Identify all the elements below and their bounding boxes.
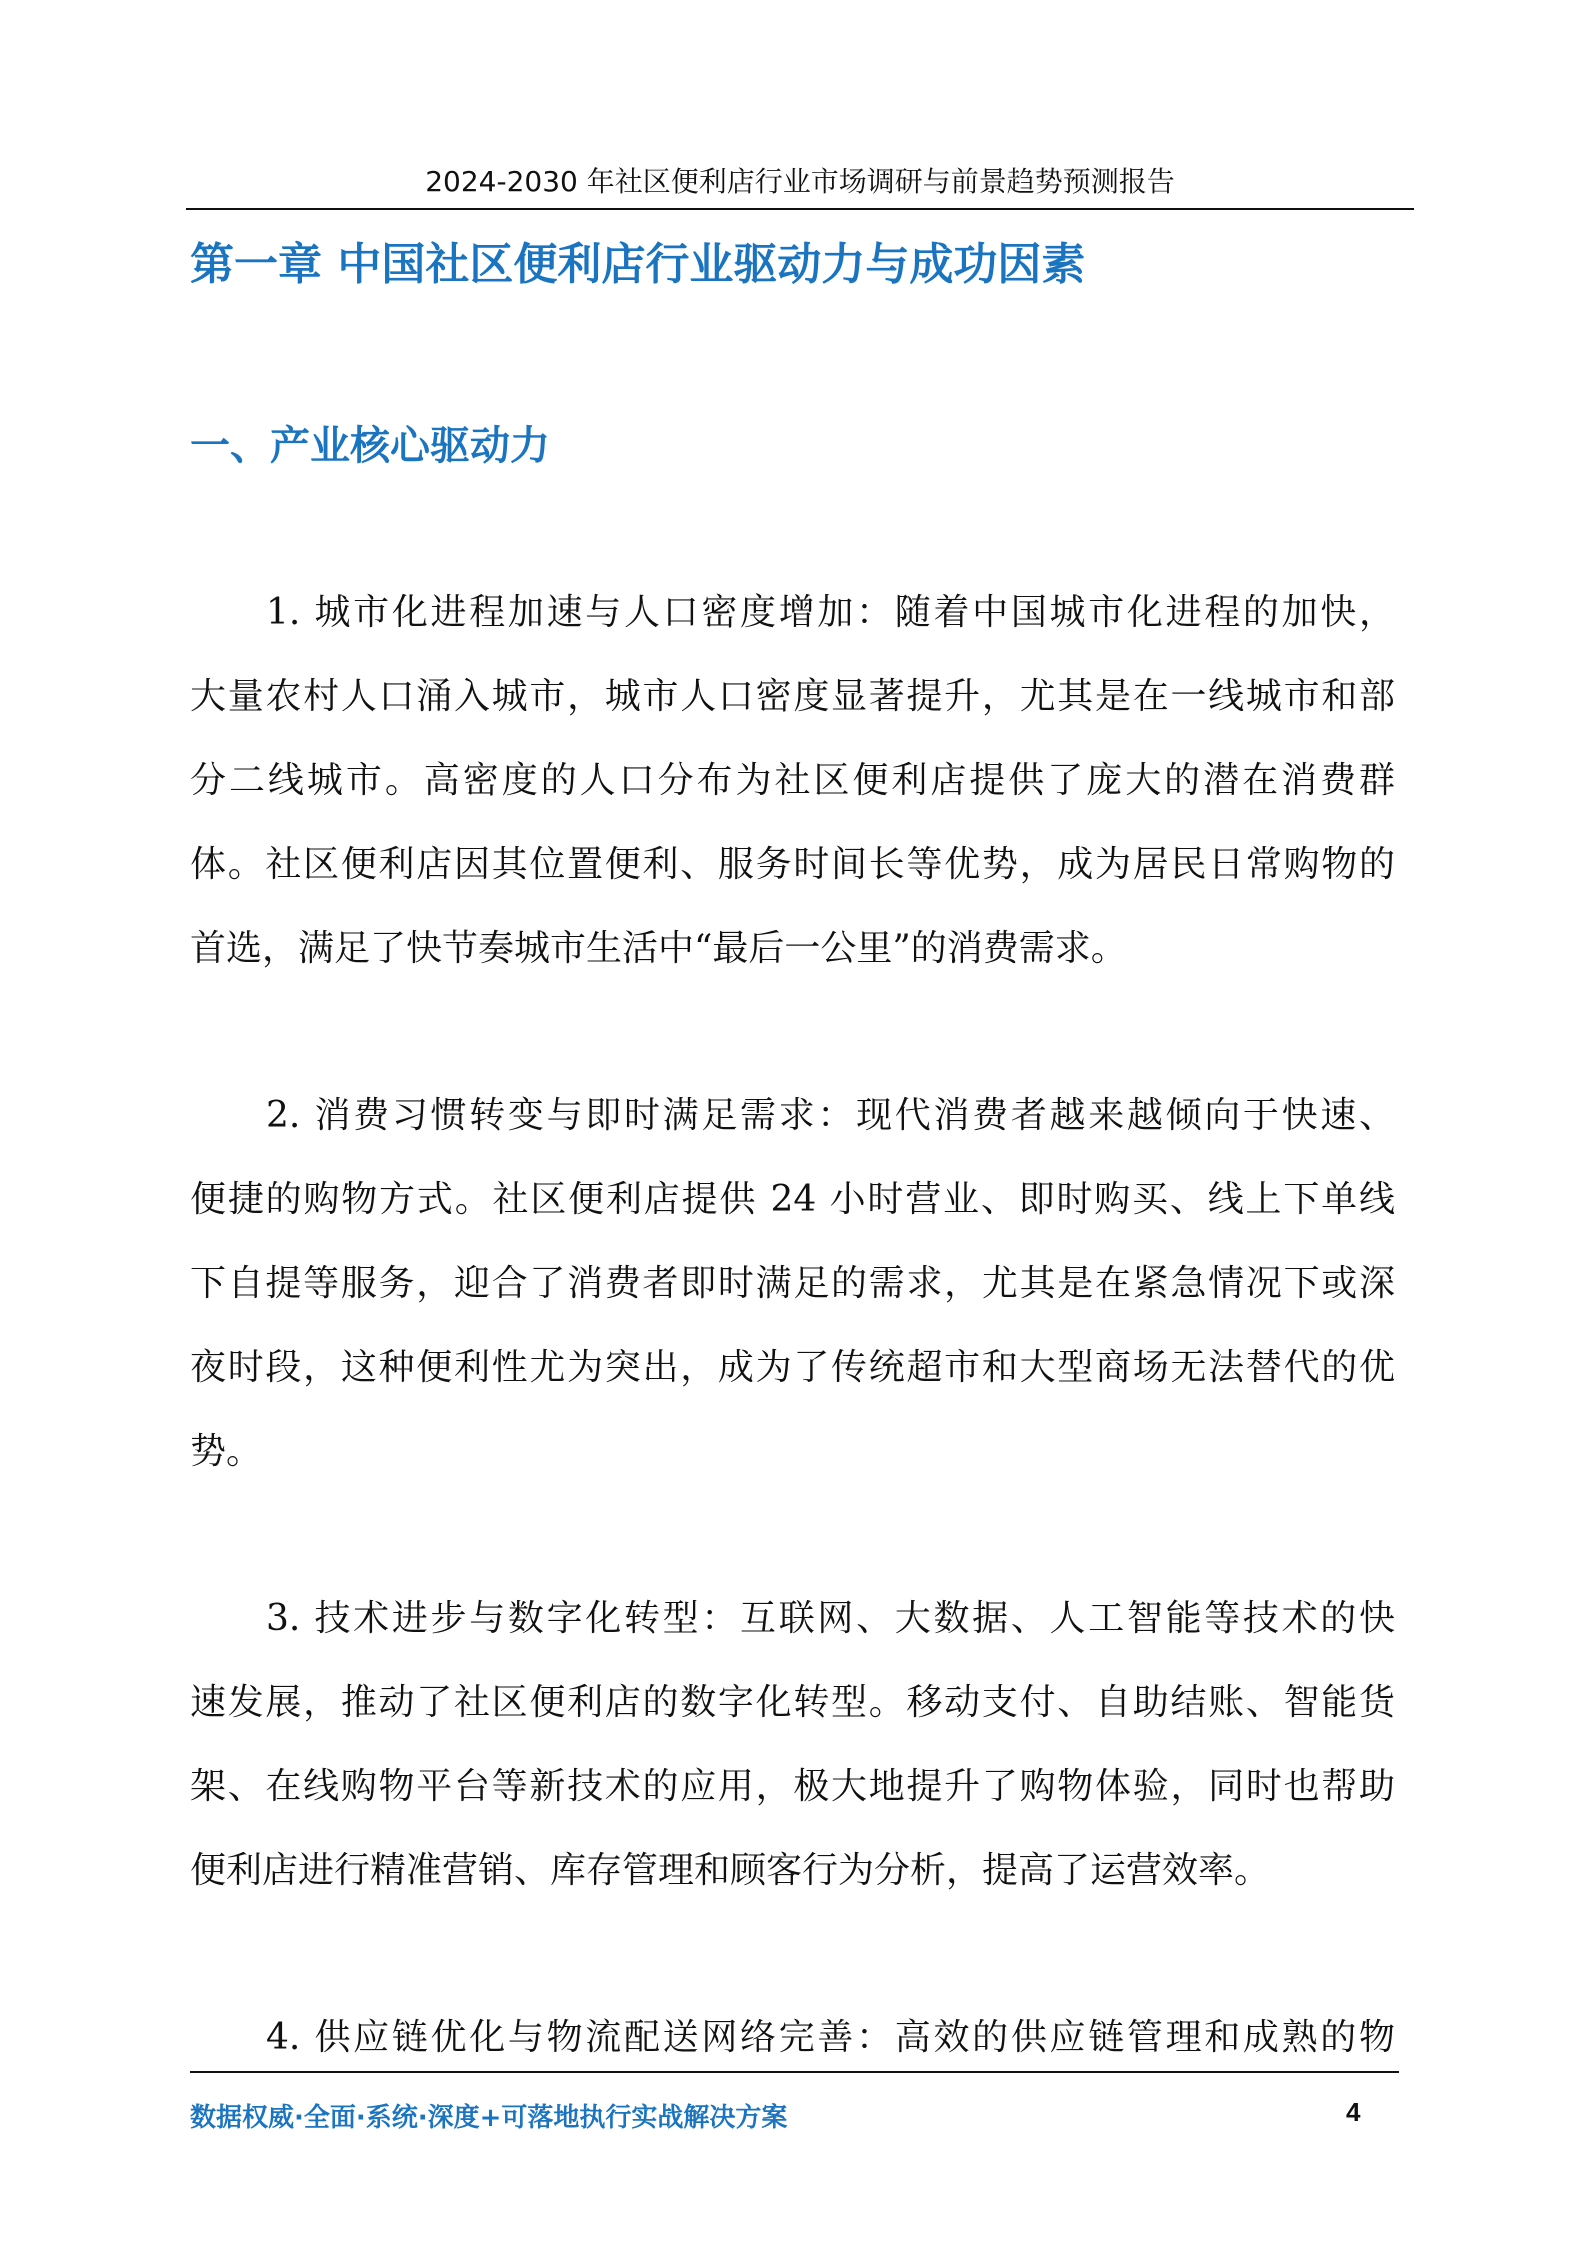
page-number: 4 bbox=[1346, 2097, 1361, 2127]
paragraph-1 bbox=[190, 571, 1395, 991]
paragraph-2 bbox=[190, 1074, 1395, 1494]
text-line: 下自提等服务，迎合了消费者即时满足的需求，尤其是在紧急情况下或深 bbox=[190, 1263, 1395, 1304]
text-line: 便捷的购物方式。社区便利店提供 24 小时营业、即时购买、线上下单线 bbox=[190, 1179, 1395, 1220]
text-line: 速发展，推动了社区便利店的数字化转型。移动支付、自助结账、智能货 bbox=[190, 1682, 1395, 1723]
text-line: 便利店进行精准营销、库存管理和顾客行为分析，提高了运营效率。 bbox=[190, 1850, 1271, 1891]
section-title: 一、产业核心驱动力 bbox=[190, 423, 550, 469]
text-line: 架、在线购物平台等新技术的应用，极大地提升了购物体验，同时也帮助 bbox=[190, 1766, 1395, 1807]
text-line: 1. 城市化进程加速与人口密度增加：随着中国城市化进程的加快， bbox=[266, 592, 1395, 633]
text-line: 首选，满足了快节奏城市生活中“最后一公里”的消费需求。 bbox=[190, 928, 1127, 969]
footer-divider bbox=[190, 2071, 1399, 2073]
text-line: 4. 供应链优化与物流配送网络完善：高效的供应链管理和成熟的物 bbox=[266, 2017, 1395, 2058]
text-line: 3. 技术进步与数字化转型：互联网、大数据、人工智能等技术的快 bbox=[266, 1598, 1395, 1639]
text-line: 体。社区便利店因其位置便利、服务时间长等优势，成为居民日常购物的 bbox=[190, 844, 1395, 885]
text-line: 分二线城市。高密度的人口分布为社区便利店提供了庞大的潜在消费群 bbox=[190, 760, 1395, 801]
text-line: 夜时段，这种便利性尤为突出，成为了传统超市和大型商场无法替代的优 bbox=[190, 1347, 1395, 1388]
running-header: 2024-2030 年社区便利店行业市场调研与前景趋势预测报告 bbox=[425, 165, 1175, 198]
text-line: 2. 消费习惯转变与即时满足需求：现代消费者越来越倾向于快速、 bbox=[266, 1095, 1395, 1136]
text-line: 大量农村人口涌入城市，城市人口密度显著提升，尤其是在一线城市和部 bbox=[190, 676, 1395, 717]
header-divider bbox=[186, 208, 1414, 210]
footer-slogan: 数据权威·全面·系统·深度+可落地执行实战解决方案 bbox=[190, 2103, 788, 2133]
paragraph-3 bbox=[190, 1577, 1395, 1913]
chapter-title: 第一章 中国社区便利店行业驱动力与成功因素 bbox=[190, 239, 1086, 290]
paragraph-4 bbox=[190, 1996, 1395, 2080]
text-line: 势。 bbox=[190, 1431, 263, 1472]
